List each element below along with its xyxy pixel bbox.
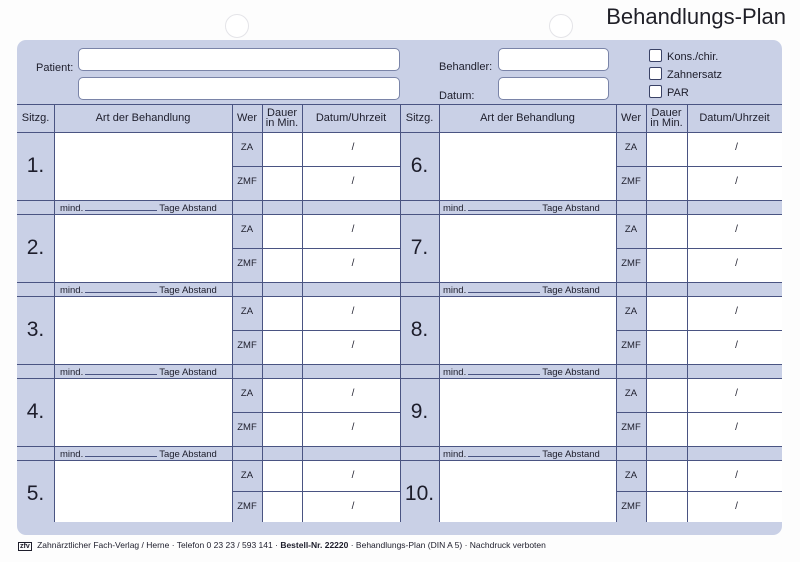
who-label-right: ZA — [624, 470, 638, 481]
interval-days-label: Tage Abstand — [542, 367, 600, 378]
interval-note-right — [443, 366, 600, 378]
block-divider — [17, 364, 782, 365]
who-label-left: ZMF — [237, 176, 257, 187]
page-title: Behandlungs-Plan — [606, 4, 786, 29]
session-number-right: 7. — [410, 236, 429, 259]
interval-note-right — [443, 202, 600, 214]
header-datum-right: Datum/Uhrzeit — [699, 112, 770, 124]
session-number-right: 9. — [410, 400, 429, 423]
behandler-field[interactable] — [498, 48, 609, 71]
datum-label: Datum: — [439, 90, 475, 102]
interval-min-label: mind. — [60, 367, 84, 378]
interval-days-label: Tage Abstand — [542, 285, 600, 296]
interval-days-field[interactable] — [468, 284, 540, 293]
session-number-left: 3. — [26, 318, 45, 341]
session-number-left: 4. — [26, 400, 45, 423]
who-label-left: ZMF — [237, 422, 257, 433]
treatment-cell-right[interactable] — [440, 296, 616, 364]
treatment-cell-left[interactable] — [55, 296, 232, 364]
header-wer-left: Wer — [237, 112, 257, 124]
footer-order-number: Bestell-Nr. 22220 — [280, 540, 349, 550]
interval-days-label: Tage Abstand — [159, 203, 217, 214]
who-label-left: ZA — [240, 306, 254, 317]
interval-min-label: mind. — [60, 203, 84, 214]
header-top-line — [17, 104, 782, 105]
header-art-right: Art der Behandlung — [480, 112, 575, 124]
date-slash: / — [735, 422, 738, 433]
row-divider — [232, 491, 400, 492]
date-slash: / — [735, 258, 738, 269]
interval-days-label: Tage Abstand — [542, 203, 600, 214]
date-slash: / — [351, 340, 355, 351]
zfv-logo: zfv — [20, 543, 30, 550]
footer-publisher: Zahnärztlicher Fach-Verlag / Herne · Telefon 0 23 23 / 593 141 · — [37, 540, 278, 550]
row-divider — [616, 330, 782, 331]
date-slash: / — [735, 142, 738, 153]
punch-hole-right — [549, 14, 573, 38]
who-label-left: ZA — [240, 470, 254, 481]
patient-label: Patient: — [36, 62, 74, 74]
treatment-cell-right[interactable] — [440, 378, 616, 446]
session-number-left: 1. — [26, 154, 45, 177]
session-number-right: 10. — [404, 482, 435, 505]
interval-note-left — [60, 366, 217, 378]
datum-field[interactable] — [498, 77, 609, 100]
who-label-left: ZA — [240, 142, 254, 153]
who-label-left: ZMF — [237, 258, 257, 269]
interval-days-label: Tage Abstand — [159, 367, 217, 378]
header-dauer-line1: Dauer — [651, 107, 682, 119]
header-dauer-line1: Dauer — [267, 107, 297, 119]
treatment-cell-left[interactable] — [55, 214, 232, 282]
interval-note-left — [60, 284, 217, 296]
checkbox-kons-chir[interactable] — [649, 49, 662, 62]
session-number-left: 5. — [26, 482, 45, 505]
interval-min-label: mind. — [443, 285, 467, 296]
date-slash: / — [735, 340, 738, 351]
header-sitzg-left: Sitzg. — [21, 112, 50, 124]
footer — [18, 540, 546, 551]
block-divider — [17, 446, 782, 447]
interval-days-field[interactable] — [85, 284, 157, 293]
treatment-cell-right[interactable] — [440, 132, 616, 200]
who-label-left: ZMF — [237, 501, 257, 512]
who-label-right: ZMF — [621, 340, 641, 351]
interval-min-label: mind. — [443, 367, 467, 378]
who-label-right: ZA — [624, 306, 638, 317]
checkbox-kons-chir-label: Kons./chir. — [667, 51, 719, 63]
interval-min-label: mind. — [60, 449, 84, 460]
checkbox-par[interactable] — [649, 85, 662, 98]
session-number-right: 6. — [410, 154, 429, 177]
who-label-right: ZA — [624, 388, 638, 399]
patient-field-2[interactable] — [78, 77, 400, 100]
date-slash: / — [351, 306, 355, 317]
date-slash: / — [351, 258, 355, 269]
behandler-label: Behandler: — [439, 61, 493, 73]
header-dauer-line2: in Min. — [265, 117, 299, 129]
block-divider — [17, 200, 782, 201]
interval-note-left — [60, 202, 217, 214]
row-divider — [616, 412, 782, 413]
date-slash: / — [735, 306, 738, 317]
interval-days-label: Tage Abstand — [159, 449, 217, 460]
block-divider — [17, 214, 782, 215]
date-slash: / — [735, 501, 738, 512]
interval-days-label: Tage Abstand — [542, 449, 600, 460]
row-divider — [232, 412, 400, 413]
interval-min-label: mind. — [60, 285, 84, 296]
header-art-left: Art der Behandlung — [95, 112, 191, 124]
treatment-cell-right[interactable] — [440, 460, 616, 522]
date-slash: / — [351, 176, 355, 187]
who-label-left: ZA — [240, 388, 254, 399]
block-divider — [17, 460, 782, 461]
who-label-left: ZA — [240, 224, 254, 235]
header-dauer-line2: in Min. — [650, 117, 683, 129]
block-divider — [17, 378, 782, 379]
block-divider — [17, 296, 782, 297]
date-slash: / — [735, 470, 738, 481]
date-slash: / — [351, 501, 355, 512]
punch-hole-left — [225, 14, 249, 38]
row-divider — [616, 166, 782, 167]
who-label-right: ZA — [624, 142, 638, 153]
treatment-cell-right[interactable] — [440, 214, 616, 282]
header-datum-left: Datum/Uhrzeit — [315, 112, 387, 124]
row-divider — [616, 491, 782, 492]
interval-days-field[interactable] — [468, 366, 540, 375]
date-slash: / — [351, 470, 355, 481]
date-slash: / — [735, 224, 738, 235]
interval-days-field[interactable] — [85, 366, 157, 375]
treatment-cell-left[interactable] — [55, 132, 232, 200]
session-number-right: 8. — [410, 318, 429, 341]
checkbox-par-label: PAR — [667, 87, 689, 99]
patient-field-1[interactable] — [78, 48, 400, 71]
who-label-right: ZMF — [621, 176, 641, 187]
row-divider — [616, 248, 782, 249]
session-number-left: 2. — [26, 236, 45, 259]
block-divider — [17, 282, 782, 283]
interval-days-field[interactable] — [468, 202, 540, 211]
date-slash: / — [351, 422, 355, 433]
date-slash: / — [735, 388, 738, 399]
checkbox-zahnersatz-label: Zahnersatz — [667, 69, 723, 81]
who-label-right: ZMF — [621, 501, 641, 512]
date-slash: / — [351, 142, 355, 153]
interval-note-right — [443, 448, 600, 460]
interval-days-field[interactable] — [468, 448, 540, 457]
interval-min-label: mind. — [443, 203, 467, 214]
interval-days-field[interactable] — [85, 202, 157, 211]
header-wer-right: Wer — [621, 112, 641, 124]
interval-days-label: Tage Abstand — [159, 285, 217, 296]
header-sitzg-right: Sitzg. — [405, 112, 434, 124]
who-label-left: ZMF — [237, 340, 257, 351]
who-label-right: ZA — [624, 224, 638, 235]
date-slash: / — [351, 224, 355, 235]
row-divider — [232, 330, 400, 331]
treatment-cell-left[interactable] — [55, 460, 232, 522]
row-divider — [232, 166, 400, 167]
date-slash: / — [351, 388, 355, 399]
checkbox-zahnersatz[interactable] — [649, 67, 662, 80]
interval-days-field[interactable] — [85, 448, 157, 457]
who-label-right: ZMF — [621, 258, 641, 269]
header-dauer-right — [646, 104, 687, 132]
date-slash: / — [735, 176, 738, 187]
footer-rest: · Behandlungs-Plan (DIN A 5) · Nachdruck verboten — [350, 540, 546, 550]
header-dauer-left — [262, 104, 302, 132]
who-label-right: ZMF — [621, 422, 641, 433]
interval-note-right — [443, 284, 600, 296]
interval-note-left — [60, 448, 217, 460]
interval-min-label: mind. — [443, 449, 467, 460]
treatment-cell-left[interactable] — [55, 378, 232, 446]
header-bottom-line — [17, 132, 782, 133]
row-divider — [232, 248, 400, 249]
